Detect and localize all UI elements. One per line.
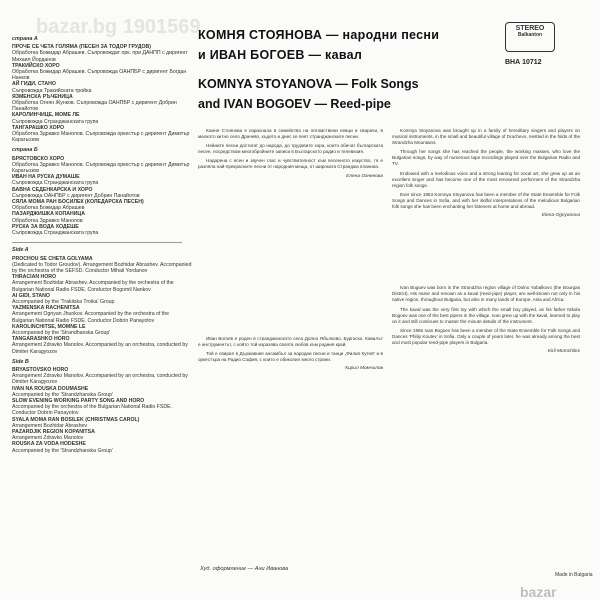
track-item: КАРОЛИНЧИЦЕ, МОМЕ ЛЕ Съпровожда Странджанската група — [12, 112, 99, 125]
author-signature: Кирил Момчилов — [345, 366, 383, 372]
track-item: PROCHOU SE CHETA GOLYAMA (Dedicated to Todor Groudov). Arrangement Bozhidar Abrashev. Accompanied by the orchestra of the SEFSD. Conductor Mihail Yordanov — [12, 255, 192, 274]
notes-paragraph: Through her songs she has reached the people, the working masses, who love the Bulgarian songs, by way of numerous tape recordings played over the Bulgarian Radio and TV. — [392, 149, 580, 167]
track-item: ТАНГАРАШКО ХОРО Обработка Здравко Манолов. Съпровожда оркестър с диригент Димитър Карагьозов — [12, 124, 190, 144]
track-item: AI GIDI, STANO Accompanied by the 'Trakiiska Troika' Group — [12, 292, 115, 305]
track-item: IVAN NA ROUSKA DOUMASHE Accompanied by the 'Strandzhanska Group' — [12, 385, 113, 398]
track-item: BRYASTOVSKO HORO Arrangement Zdravko Manolov. Accompanied by an orchestra, conducted by Dimiter Karagyozov — [12, 366, 188, 386]
notes-paragraph: Since 1965 Ivan Bogoev has been a member of the State Ensemble for Folk Songs and Dances 'Philip Koutev' in Sofia. Only a couple of years later, he was already among the best and most popular reed-pipe players in Bulgaria. — [392, 327, 580, 345]
side-b-heading-en: Side B — [12, 358, 29, 365]
track-item: АЙ ГИДИ, СТАНО Съпровожда Тракийската тройка — [12, 81, 92, 94]
track-item: БРЯСТОВСКО ХОРО Обработка Здравко Манолов. Съпровожда оркестър с диригент Димитър Карагьозов — [12, 155, 190, 175]
track-item: СЯЛА МОМА РАН БОСИЛЕК (КОЛЕДАРСКА ПЕСЕН) Обработка Божидар Абрашев — [12, 199, 144, 212]
title-bg-line2: и ИВАН БОГОЕВ — кавал — [198, 48, 363, 62]
notes-paragraph: Endowed with a melodious voice and a strong leaning for vocal art, she grew up as an excellent singer and has become one of the most renowned performers of the Strandzha region folk songs. — [392, 170, 580, 188]
title-bg-line1: КОМНЯ СТОЯНОВА — народни песни — [198, 28, 440, 42]
track-item: KAROLINCHITSE, MOMNE LE Accompanied by the 'Strandhanska Group' — [12, 323, 111, 336]
notes-paragraph: Ever since 1953 Komnya Stoyanova has been a member of the State Ensemble for Folk Songs and Dances in Sofia, and with her skilful interpretations of the melodious Bulgarian folk songs she has been enchanting her listeners at home and abroad. — [392, 191, 580, 210]
notes-paragraph: Komnya Stoyanova was brought up in a family of hereditary singers and players on musical instruments, in the small and beautiful village of Drachevo, nestled in the folds of the Strandzha Mountains. — [392, 128, 580, 146]
liner-notes-english — [392, 128, 580, 558]
track-item: SLOW EVENING WORKING PARTY SONG AND HORO Accompanied by the orchestra of the Bulgarian National Radio FSDE. Conductor Dobrin Panayotov — [12, 397, 173, 417]
track-item: ROUSKA ZA VODA HODESHE Accompanied by the 'Strandzhanska Group' — [12, 441, 113, 454]
track-item: SYALA MOMA RAN BOSILEK (CHRISTMAS CAROL) Arrangement Bozhidar Abrashev — [12, 416, 140, 429]
design-credit: Худ. оформление — Ани Иванова — [200, 566, 289, 572]
tracklist-bulgarian — [12, 32, 192, 454]
stereo-label: STEREO — [515, 25, 545, 32]
track-item: ПАЗАРДЖИШКА КОПАНИЦА Обработка Здравко Манолов — [12, 211, 85, 224]
track-item: ИВАН НА РУСКА ДУМАШЕ Съпровожда Странджанската група — [12, 174, 99, 187]
made-in-label: Made in Bulgaria — [555, 572, 593, 578]
balkanton-label: Balkanton — [517, 32, 543, 38]
side-b-heading-bg: страна Б — [12, 147, 38, 154]
album-title-bulgarian — [198, 25, 439, 65]
author-signature: Елена Огнянова — [346, 173, 383, 179]
notes-paragraph: Той е свирил в Държавния ансамбъл за народни песни и танци „Филип Кутев“ и в оркестъра на Радио София, с които е обиколил много страни. — [198, 350, 383, 362]
notes-paragraph: The kaval was the very first toy with which the small boy played, as his father Nikola Bogoev was one of the best pipers in the village. Ivan grew up with the kaval, learned to play on it and still continues to master the minute details of the instrument. — [392, 306, 580, 324]
author-signature: Elena Ognyanova — [541, 213, 580, 219]
track-item: ПРОЧЕ СЕ ЧЕТА ГОЛЯМА (ПЕСЕН ЗА ТОДОР ГРУДОВ) Обработка Божидар Абрашев. Съпровождат орк. при ДАНПП с диригент Михаил Йорданов — [12, 44, 188, 63]
track-item: ЯЗМЕНСКА РЪЧЕНИЦА Обработка Огнян Жунков. Съпровожда ОАНПБР с диригент Добрин Панайотов — [12, 93, 177, 113]
track-item: ТРАКИЙСКО ХОРО Обработка Божидар Абрашев. Съпровожда ОАНПБР с диригент Богдан Нанков — [12, 62, 187, 82]
balkanton-stereo-logo — [505, 22, 555, 52]
notes-paragraph: Ivan Bogoev was born in the Strandzha region village of Dolno Yabalkovo (the Bourgas District). His name and renown as a kaval (reed-pipe) player, are well-known not only in his native region, throughout Bulgaria, but also in many lands of Europe, Asia and Africa. — [392, 285, 580, 303]
spacer — [198, 186, 383, 336]
liner-notes-bulgarian — [198, 128, 383, 558]
side-a-heading-en: Side A — [12, 247, 29, 254]
track-item: THRACIAN HORO Arrangement Bozhidar Abrashev. Accompanied by the orchestra of the Bulgarian National Radio FSDE. Conductor Bogomil Nankov — [12, 274, 174, 293]
track-item: РУСКА ЗА ВОДА ХОДЕШЕ Съпровожда Странджанската група — [12, 223, 99, 237]
side-a-heading-bg: страна А — [12, 36, 38, 42]
watermark-bottom: bazar — [520, 584, 557, 600]
track-item: PAZARDJIK REGION KOPANITSA Arrangement Zdravko Manolov — [12, 428, 95, 442]
notes-paragraph: Иван Богоев е роден в странджанското село Долно Ябълково, Бургаско. Кавалът е инструментът, с който той изразява своята любов към родния край. — [198, 335, 383, 347]
spacer — [392, 225, 580, 285]
catalog-number: ВНА 10712 — [505, 59, 542, 66]
notes-paragraph: Комня Стоянова е израснала в семейство на потомствени певци и свирачи, в малкото китно село Драчево, където и днес се пеят странджанските песни. — [198, 128, 383, 140]
track-item: БАВНА СЕДЕНКАРСКА И ХОРО Съпровожда ОАНПБР с диригент Добрин Панайотов — [12, 186, 140, 199]
track-item: YAZMENSKA RACHENITSA Arrangement Ognyan Jhunkov. Accompanied by the orchestra of the Bulgarian National Radio FSDE. Conductor Dobrin Panayotov — [12, 305, 170, 324]
title-en-line1: KOMNYA STOYANOVA — Folk Songs — [198, 77, 419, 91]
album-title-english — [198, 74, 419, 114]
title-en-line2: and IVAN BOGOEV — Reed-pipe — [198, 97, 391, 111]
track-item: TANGARASHKO HORO Arrangement Zdravko Manolov. Accompanied by an orchestra, conducted by Dimiter Karagyozov — [12, 336, 188, 355]
divider — [12, 242, 182, 243]
notes-paragraph: Нейните песни достигат до народа, до трудовите хора, които обичат българската песен, посредством многобройните записи в Българското радио и телевизия. — [198, 143, 383, 155]
watermark-top: bazar.bg 1901569 — [36, 16, 201, 38]
author-signature: Kiril Momchilov — [547, 349, 580, 355]
notes-paragraph: Надарена с ясен и звучен глас и чувствителност към песенното изкуство, тя е разпяла най-прекрасните песни от народния меща, от широката Странджа планина. — [198, 158, 383, 170]
